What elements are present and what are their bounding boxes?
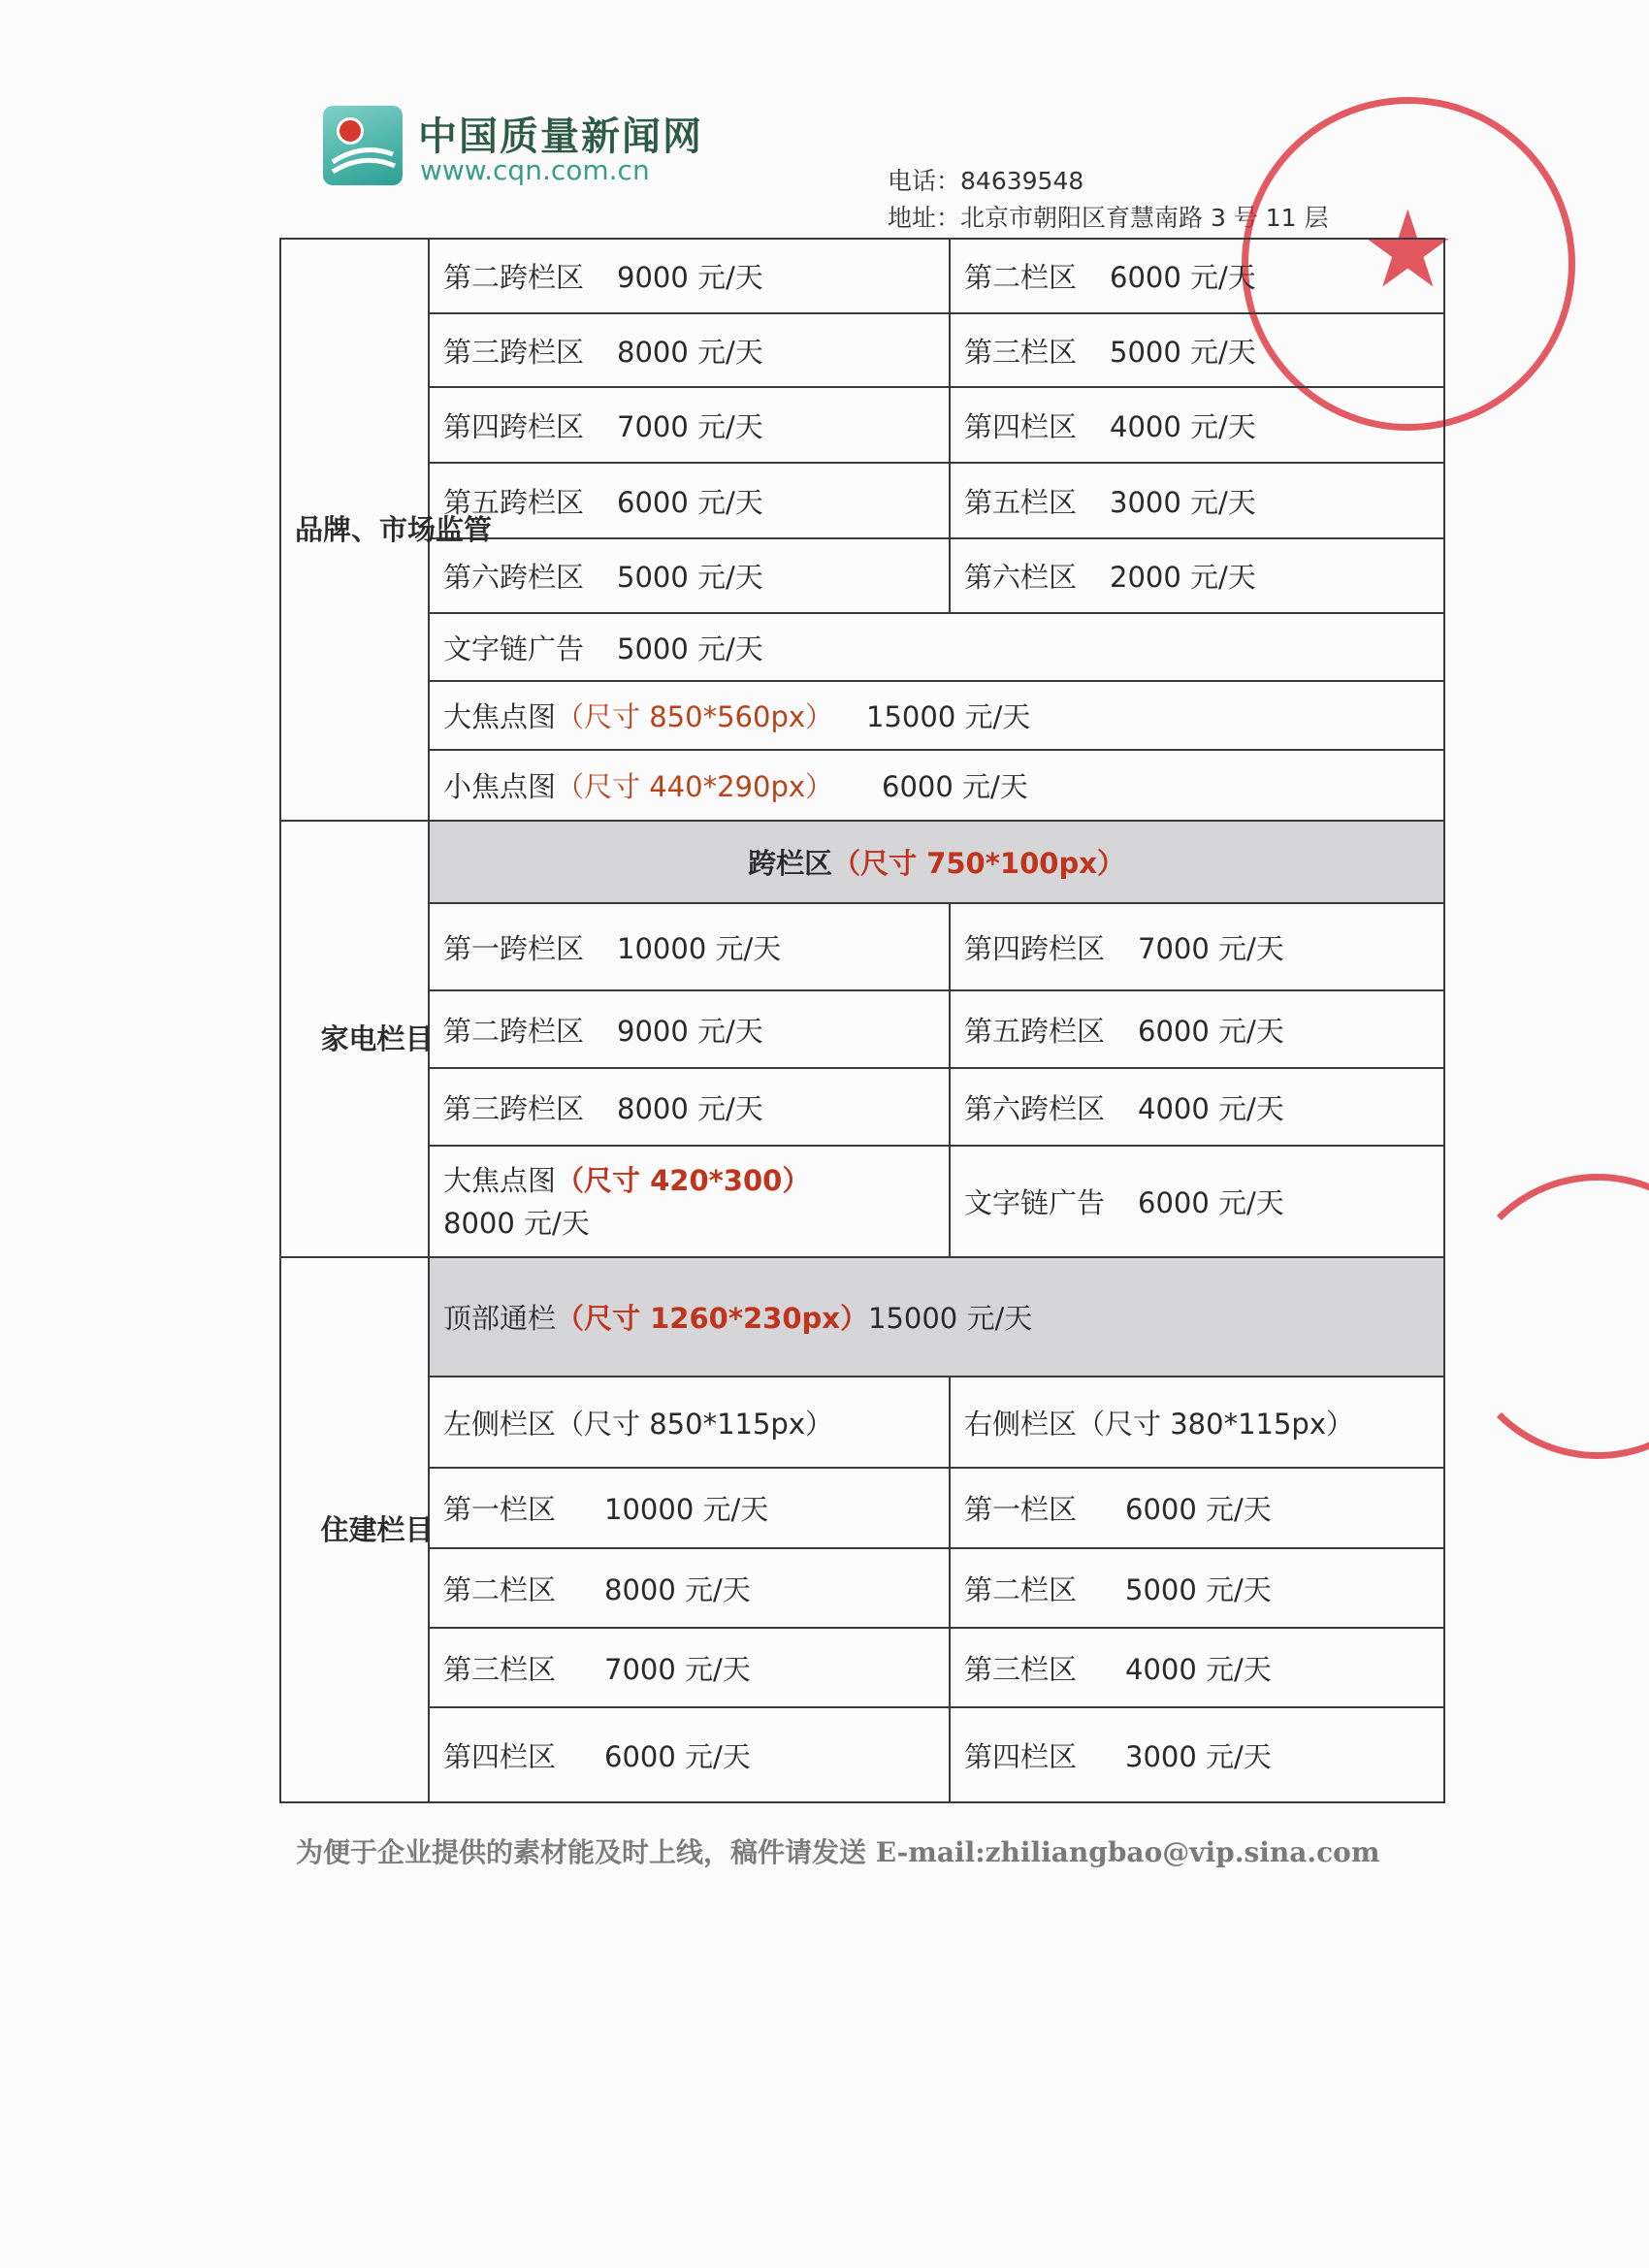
cell: 第五跨栏区 6000 元/天 [429,463,950,538]
cell: 第四栏区 4000 元/天 [950,387,1444,463]
table-row [280,387,1444,463]
cell: 第三跨栏区 8000 元/天 [429,313,950,387]
table-row [280,313,1444,387]
section-header: 顶部通栏（尺寸 1260*230px）15000 元/天 [429,1257,1444,1377]
table-row [280,1068,1444,1146]
section-title-appliance: 家电栏目 [280,821,429,1257]
table-row [280,903,1444,990]
cell: 第六栏区 2000 元/天 [950,538,1444,613]
cell: 左侧栏区（尺寸 850*115px） [429,1377,950,1468]
cell: 第五跨栏区 6000 元/天 [950,990,1444,1068]
cell: 第四栏区 3000 元/天 [950,1707,1444,1802]
seal-star-icon: ★ [1360,187,1456,311]
address: 北京市朝阳区育慧南路 3 号 11 层 [960,204,1329,232]
table-row [280,1257,1444,1377]
cell: 文字链广告 6000 元/天 [950,1146,1444,1257]
cell: 文字链广告 5000 元/天 [429,613,1444,681]
cell: 第四跨栏区 7000 元/天 [429,387,950,463]
phone-number: 84639548 [960,167,1084,195]
cell: 第六跨栏区 4000 元/天 [950,1068,1444,1146]
logo-name: 中国质量新闻网 [418,114,703,159]
cell: 第二栏区 6000 元/天 [950,239,1444,313]
section-header: 跨栏区（尺寸 750*100px） [429,821,1444,903]
cell: 第四栏区 6000 元/天 [429,1707,950,1802]
address-label: 地址： [888,204,961,232]
cell: 第四跨栏区 7000 元/天 [950,903,1444,990]
logo-mark-icon [323,106,403,185]
cell: 大焦点图（尺寸 850*560px） 15000 元/天 [429,681,1444,750]
cell: 第三栏区 4000 元/天 [950,1628,1444,1707]
cell: 第三跨栏区 8000 元/天 [429,1068,950,1146]
cell: 第二栏区 8000 元/天 [429,1548,950,1628]
phone-label: 电话： [888,167,961,195]
cell: 第一栏区 10000 元/天 [429,1468,950,1548]
table-row [280,538,1444,613]
table-row [280,613,1444,681]
table-row [280,1468,1444,1548]
table-row [280,239,1444,313]
footer-note: 为便于企业提供的素材能及时上线，稿件请发送 E-mail:zhiliangbao@vip.sina.com [296,1836,1380,1868]
logo [323,102,703,189]
cell: 第二栏区 5000 元/天 [950,1548,1444,1628]
section-title-housing: 住建栏目 [280,1257,429,1802]
table-row [280,1146,1444,1257]
table-row [280,1377,1444,1468]
table-row [280,681,1444,750]
table-row [280,821,1444,903]
section-title-brand: 品牌、市场监管 [280,239,429,821]
logo-url: www.cqn.com.cn [420,154,650,186]
cell: 第一跨栏区 10000 元/天 [429,903,950,990]
cell: 右侧栏区（尺寸 380*115px） [950,1377,1444,1468]
table-row [280,1628,1444,1707]
cell: 第二跨栏区 9000 元/天 [429,239,950,313]
cell: 第三栏区 5000 元/天 [950,313,1444,387]
ad-rate-table [279,238,1445,1803]
cell: 大焦点图（尺寸 420*300） 8000 元/天 [429,1146,950,1257]
table-row [280,990,1444,1068]
cell: 第六跨栏区 5000 元/天 [429,538,950,613]
cell: 小焦点图（尺寸 440*290px） 6000 元/天 [429,750,1444,821]
table-row [280,750,1444,821]
cell: 第二跨栏区 9000 元/天 [429,990,950,1068]
table-row [280,1707,1444,1802]
cell: 第一栏区 6000 元/天 [950,1468,1444,1548]
cell: 第五栏区 3000 元/天 [950,463,1444,538]
official-seal-partial [1455,1174,1649,1459]
table-row [280,1548,1444,1628]
cell: 第三栏区 7000 元/天 [429,1628,950,1707]
